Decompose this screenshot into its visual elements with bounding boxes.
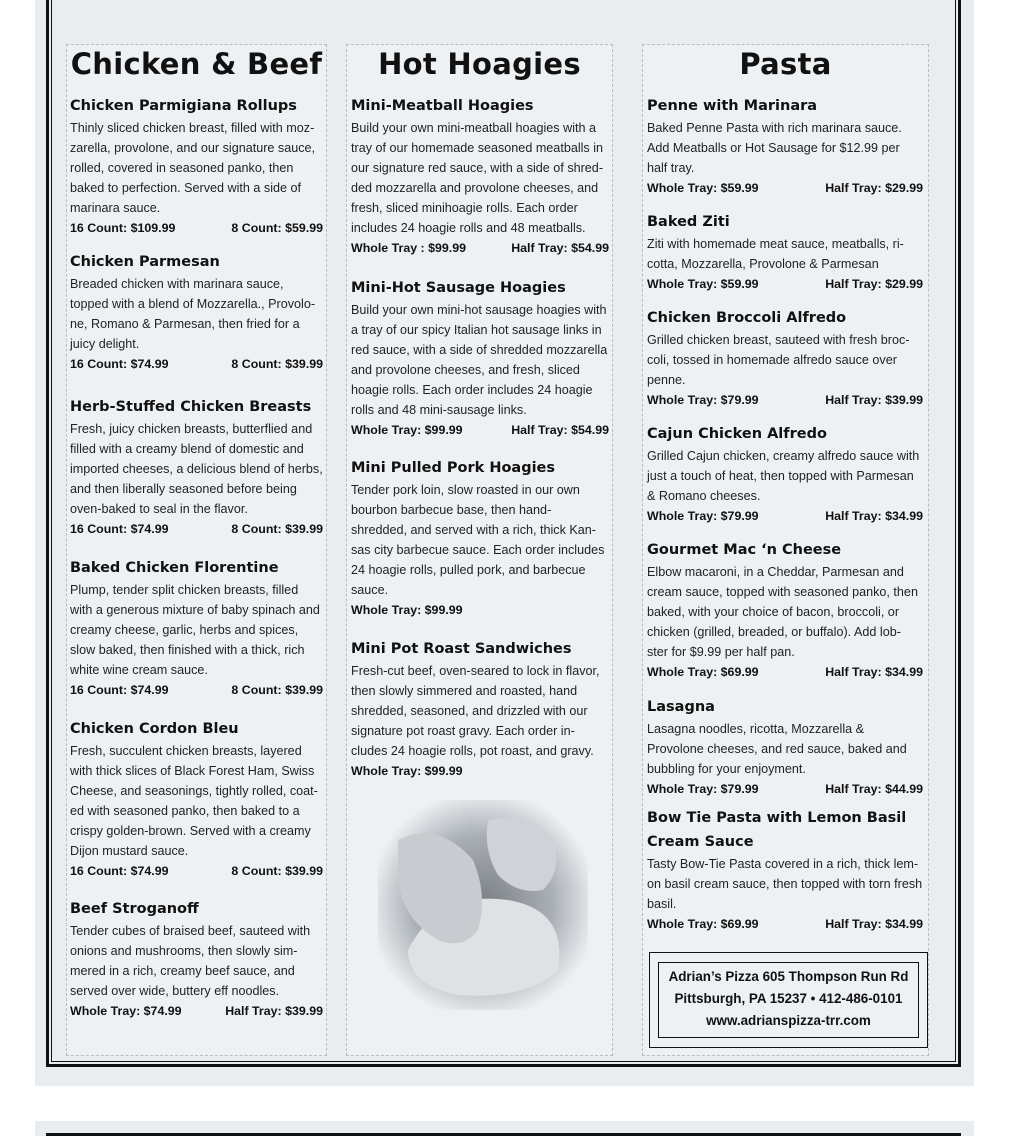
price-large: Whole Tray: $74.99 xyxy=(70,1004,182,1018)
section-title-pasta: Pasta xyxy=(739,47,832,81)
item-name: Penne with Marinara xyxy=(647,98,818,114)
item-name: Herb-Stuffed Chicken Breasts xyxy=(70,399,312,415)
menu-item xyxy=(70,395,323,539)
price-half: Half Tray: $54.99 xyxy=(511,423,609,437)
item-description: Fresh-cut beef, oven-seared to lock in flavor, then slowly simmered and roasted, hand shredded, seasoned, and drizzled with our signature pot roast gravy. Each order in- cludes 24 hoagie rolls, pot roast, and gravy. xyxy=(351,664,600,758)
price-whole: Whole Tray: $79.99 xyxy=(647,782,759,796)
item-description: Build your own mini-hot sausage hoagies with a tray of our spicy Italian hot sausage links in red sauce, with a side of shredded mozzarella and provolone cheeses, and fresh, sliced hoagie rolls. Each order includes 24 hoagie rolls and 48 mini-sausage links. xyxy=(351,303,608,417)
section-title-chicken-beef: Chicken & Beef xyxy=(70,47,323,81)
price-whole: Whole Tray: $59.99 xyxy=(647,277,759,291)
item-prices xyxy=(647,178,923,198)
item-prices xyxy=(70,218,323,238)
item-prices xyxy=(70,1001,323,1021)
item-name: Mini Pulled Pork Hoagies xyxy=(351,460,556,476)
item-name: Bow Tie Pasta with Lemon Basil Cream Sauce xyxy=(647,810,907,850)
price-small: 8 Count: $39.99 xyxy=(231,357,323,371)
item-description: Build your own mini-meatball hoagies with a tray of our homemade seasoned meatballs in our signature red sauce, with a side of shred- ded mozzarella and provolone cheeses, and fresh, sliced minihoagie rolls. Each order includes 24 hoagie rolls and 48 meatballs. xyxy=(351,121,604,235)
price-small: 8 Count: $39.99 xyxy=(231,683,323,697)
item-description: Tasty Bow-Tie Pasta covered in a rich, thick lem- on basil cream sauce, then topped with torn fresh basil. xyxy=(647,857,923,911)
price-whole: Whole Tray: $99.99 xyxy=(351,603,463,617)
price-whole: Whole Tray: $99.99 xyxy=(351,764,463,778)
price-large: 16 Count: $74.99 xyxy=(70,864,169,878)
item-description: Grilled chicken breast, sauteed with fresh broc- coli, tossed in homemade alfredo sauce over penne. xyxy=(647,333,910,387)
item-name: Gourmet Mac ‘n Cheese xyxy=(647,542,842,558)
menu-item xyxy=(647,422,923,526)
item-description: Lasagna noodles, ricotta, Mozzarella & Provolone cheeses, and red sauce, baked and bubbling for your enjoyment. xyxy=(647,722,907,776)
item-description: Tender pork loin, slow roasted in our own bourbon barbecue base, then hand- shredded, and served with a rich, thick Kan- sas city barbecue sauce. Each order includes 24 hoagie rolls, pulled pork, and barbecue sauce. xyxy=(351,483,605,597)
item-name: Chicken Broccoli Alfredo xyxy=(647,310,847,326)
contact-website[interactable]: www.adrianspizza-trr.com xyxy=(706,1013,871,1028)
price-whole: Whole Tray : $99.99 xyxy=(351,241,467,255)
price-half: Half Tray: $29.99 xyxy=(825,181,923,195)
price-half: Half Tray: $54.99 xyxy=(511,241,609,255)
item-name: Baked Chicken Florentine xyxy=(70,560,279,576)
price-whole: Whole Tray: $69.99 xyxy=(647,665,759,679)
price-small: 8 Count: $59.99 xyxy=(231,221,323,235)
item-prices xyxy=(70,680,323,700)
menu-item xyxy=(70,250,323,374)
item-name: Chicken Parmigiana Rollups xyxy=(70,98,297,114)
menu-item xyxy=(351,94,609,258)
contact-address: Adrian’s Pizza 605 Thompson Run Rd xyxy=(668,969,909,984)
price-half: Half Tray: $39.99 xyxy=(825,393,923,407)
price-large: 16 Count: $74.99 xyxy=(70,683,169,697)
item-prices xyxy=(647,390,923,410)
price-small: 8 Count: $39.99 xyxy=(231,864,323,878)
price-half: Half Tray: $34.99 xyxy=(825,509,923,523)
price-large: 16 Count: $74.99 xyxy=(70,522,169,536)
item-name: Mini-Hot Sausage Hoagies xyxy=(351,280,566,296)
item-description: Grilled Cajun chicken, creamy alfredo sauce with just a touch of heat, then topped with Parmesan & Romano cheeses. xyxy=(647,449,920,503)
item-description: Thinly sliced chicken breast, filled with moz- zarella, provolone, and our signature sauce, rolled, covered in seasoned panko, then baked to perfection. Served with a side of marinara sauce. xyxy=(70,121,316,215)
item-description: Elbow macaroni, in a Cheddar, Parmesan and cream sauce, topped with seasoned panko, then baked, with your choice of bacon, broccoli, or chicken (grilled, breaded, or buffalo). Add lob- ster for $9.99 per half pan. xyxy=(647,565,918,659)
menu-item xyxy=(647,538,923,682)
price-half: Half Tray: $44.99 xyxy=(825,782,923,796)
menu-item xyxy=(70,94,323,238)
price-whole: Whole Tray: $69.99 xyxy=(647,917,759,931)
price-small: Half Tray: $39.99 xyxy=(225,1004,323,1018)
price-whole: Whole Tray: $79.99 xyxy=(647,393,759,407)
item-prices xyxy=(647,779,923,799)
item-prices xyxy=(351,238,609,258)
menu-item xyxy=(351,276,609,440)
item-prices xyxy=(351,420,609,440)
menu-item xyxy=(70,897,323,1021)
menu-item xyxy=(647,806,923,934)
price-whole: Whole Tray: $79.99 xyxy=(647,509,759,523)
item-description: Baked Penne Pasta with rich marinara sauce. Add Meatballs or Hot Sausage for $12.99 per half tray. xyxy=(647,121,902,175)
item-prices xyxy=(70,861,323,881)
item-prices xyxy=(70,519,323,539)
item-prices xyxy=(351,600,609,620)
menu-item xyxy=(70,717,323,881)
price-whole: Whole Tray: $99.99 xyxy=(351,423,463,437)
item-name: Baked Ziti xyxy=(647,214,730,230)
price-large: 16 Count: $74.99 xyxy=(70,357,169,371)
item-description: Fresh, juicy chicken breasts, butterflied and filled with a creamy blend of domestic and imported cheeses, a delicious blend of herbs, and then liberally seasoned before being oven-baked to seal in the flavor. xyxy=(70,422,323,516)
price-whole: Whole Tray: $59.99 xyxy=(647,181,759,195)
contact-box xyxy=(658,962,919,1038)
price-small: 8 Count: $39.99 xyxy=(231,522,323,536)
item-description: Plump, tender split chicken breasts, filled with a generous mixture of baby spinach and creamy cheese, garlic, herbs and spices, slow baked, then finished with a thick, rich white wine cream sauce. xyxy=(70,583,320,677)
item-prices xyxy=(647,914,923,934)
price-large: 16 Count: $109.99 xyxy=(70,221,176,235)
item-name: Chicken Cordon Bleu xyxy=(70,721,239,737)
item-name: Chicken Parmesan xyxy=(70,254,220,270)
item-name: Cajun Chicken Alfredo xyxy=(647,426,827,442)
menu-item xyxy=(70,556,323,700)
item-prices xyxy=(351,761,609,781)
item-description: Breaded chicken with marinara sauce, topped with a blend of Mozzarella., Provolo- ne, Romano & Parmesan, then fried for a juicy delight. xyxy=(70,277,316,351)
menu-item xyxy=(647,94,923,198)
menu-item xyxy=(647,210,923,294)
menu-item xyxy=(647,695,923,799)
item-prices xyxy=(70,354,323,374)
price-half: Half Tray: $29.99 xyxy=(825,277,923,291)
price-half: Half Tray: $34.99 xyxy=(825,917,923,931)
item-name: Lasagna xyxy=(647,699,715,715)
item-name: Mini Pot Roast Sandwiches xyxy=(351,641,572,657)
section-title-hot-hoagies: Hot Hoagies xyxy=(378,47,581,81)
item-description: Tender cubes of braised beef, sauteed with onions and mushrooms, then slowly sim- mered in a rich, creamy beef sauce, and served over wide, buttery eff noodles. xyxy=(70,924,311,998)
price-half: Half Tray: $34.99 xyxy=(825,665,923,679)
menu-item xyxy=(351,456,609,620)
item-name: Beef Stroganoff xyxy=(70,901,199,917)
menu-item xyxy=(647,306,923,410)
contact-city-phone: Pittsburgh, PA 15237 • 412-486-0101 xyxy=(674,991,903,1006)
item-prices xyxy=(647,506,923,526)
dough-photo xyxy=(378,800,588,1010)
item-prices xyxy=(647,274,923,294)
item-description: Fresh, succulent chicken breasts, layered with thick slices of Black Forest Ham, Swiss Cheese, and seasonings, tightly rolled, coat- ed with seasoned panko, then baked to a crispy golden-brown. Served with a creamy Dijon mustard sauce. xyxy=(70,744,318,858)
item-prices xyxy=(647,662,923,682)
item-description: Ziti with homemade meat sauce, meatballs, ri- cotta, Mozzarella, Provolone & Parmesan xyxy=(647,237,904,271)
item-name: Mini-Meatball Hoagies xyxy=(351,98,534,114)
menu-item xyxy=(351,637,609,781)
